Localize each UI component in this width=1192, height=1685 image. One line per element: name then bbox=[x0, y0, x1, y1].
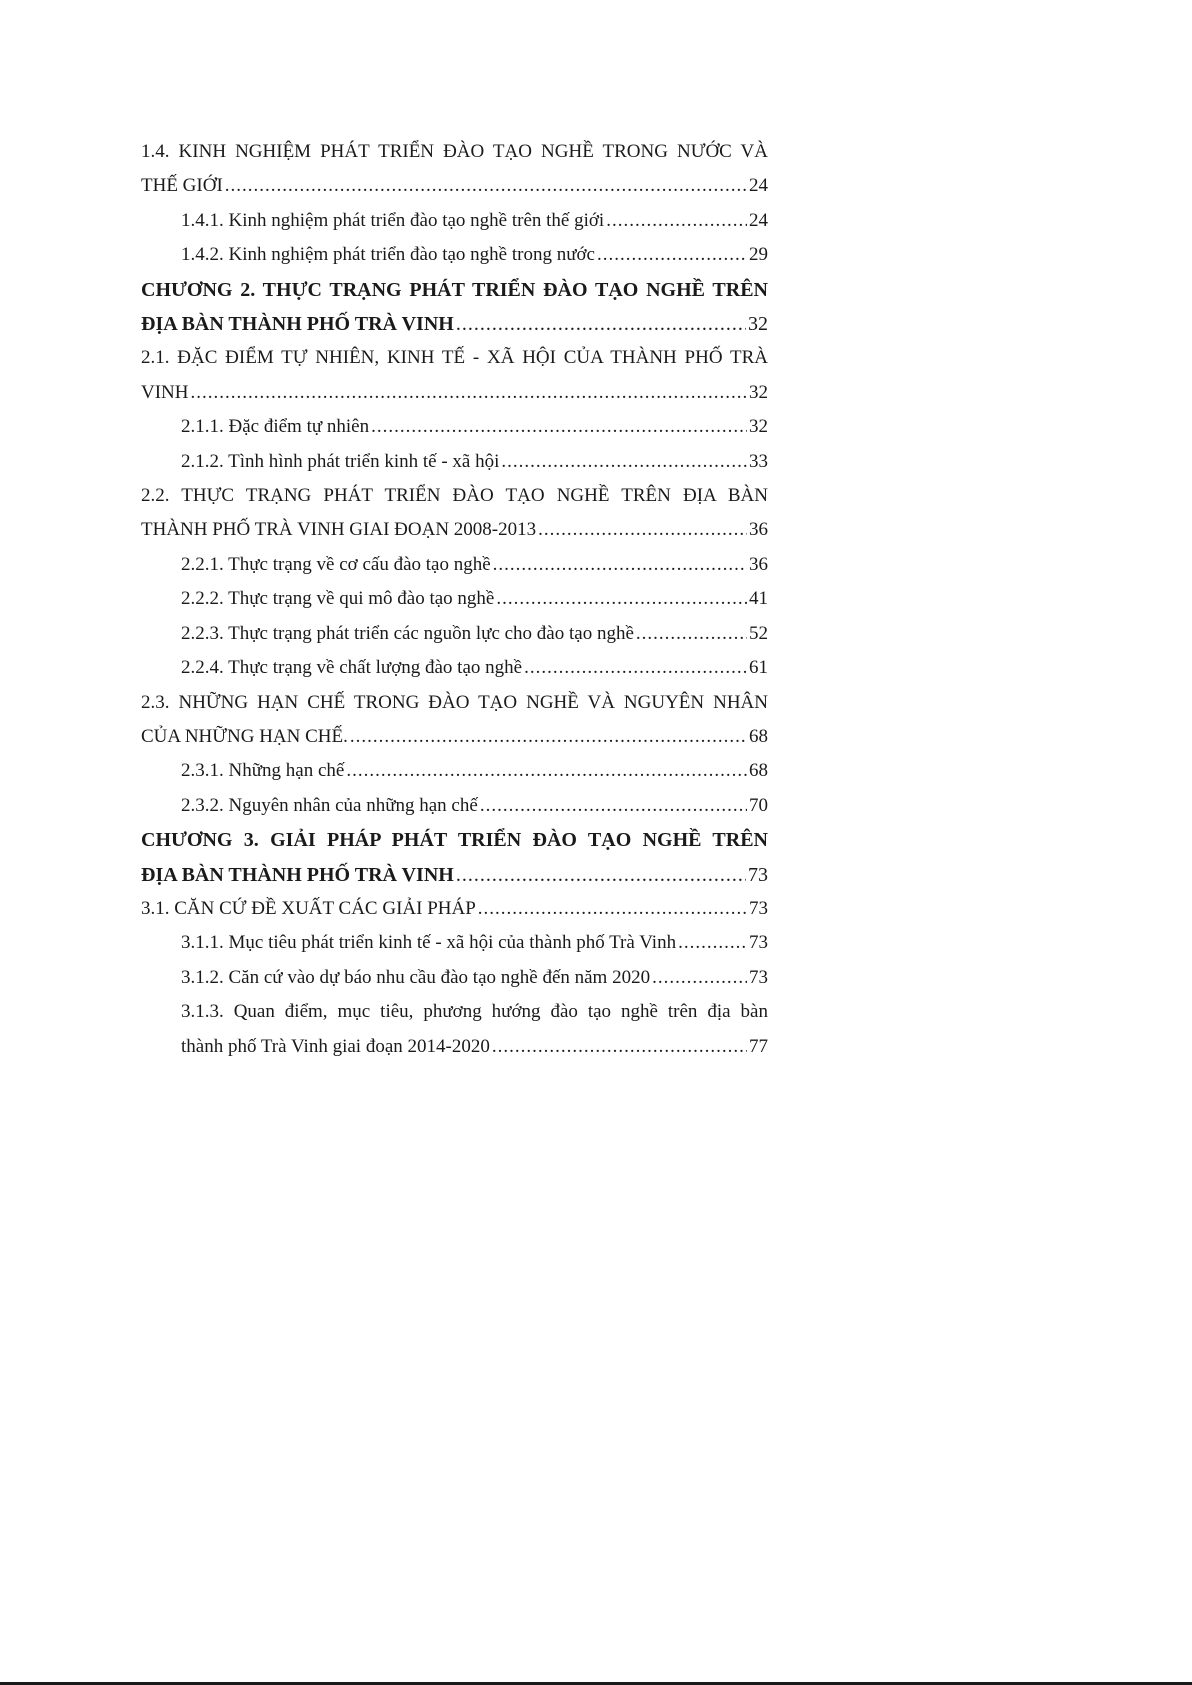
toc-entry-title: THÀNH PHỐ TRÀ VINH GIAI ĐOẠN 2008-2013 bbox=[141, 519, 537, 541]
toc-entry[interactable] bbox=[141, 479, 768, 548]
toc-page-number: 73 bbox=[749, 897, 768, 919]
toc-entry-line bbox=[181, 754, 768, 788]
dot-leader bbox=[350, 720, 747, 754]
toc-entry[interactable] bbox=[141, 789, 768, 823]
toc-page-number: 68 bbox=[749, 760, 768, 782]
toc-entry[interactable] bbox=[141, 582, 768, 616]
toc-page-number: 24 bbox=[749, 175, 768, 197]
toc-page-number: 32 bbox=[749, 416, 768, 438]
toc-entry-line bbox=[181, 1030, 768, 1064]
toc-entry[interactable] bbox=[141, 823, 768, 892]
toc-entry-line bbox=[181, 926, 768, 960]
dot-leader bbox=[678, 926, 747, 960]
toc-page-number: 68 bbox=[749, 725, 768, 747]
toc-entry[interactable] bbox=[141, 617, 768, 651]
toc-entry-title: 2.1.1. Đặc điểm tự nhiên bbox=[181, 416, 370, 438]
toc-page-number: 73 bbox=[749, 932, 768, 954]
toc-entry-title: 1.4.2. Kinh nghiệm phát triển đào tạo nghề trong nước bbox=[181, 244, 595, 266]
toc-entry[interactable] bbox=[141, 548, 768, 582]
toc-entry-title: VINH bbox=[141, 381, 189, 403]
toc-entry-title: THẾ GIỚI bbox=[141, 175, 223, 197]
toc-entry[interactable] bbox=[141, 135, 768, 204]
toc-entry-title: 3.1.1. Mục tiêu phát triển kinh tế - xã hội của thành phố Trà Vinh bbox=[181, 932, 677, 954]
toc-entry-line bbox=[141, 513, 768, 547]
dot-leader bbox=[636, 617, 747, 651]
toc-entry-title-line: CHƯƠNG 2. THỰC TRẠNG PHÁT TRIỂN ĐÀO TẠO NGHỀ TRÊN bbox=[141, 278, 768, 301]
toc-entry[interactable] bbox=[141, 204, 768, 238]
toc-entry[interactable] bbox=[141, 651, 768, 685]
toc-entry-line bbox=[181, 961, 768, 995]
dot-leader bbox=[496, 582, 747, 616]
table-of-contents bbox=[141, 135, 768, 1064]
dot-leader bbox=[225, 169, 747, 203]
dot-leader bbox=[480, 789, 747, 823]
toc-entry[interactable] bbox=[141, 445, 768, 479]
toc-page-number: 52 bbox=[749, 622, 768, 644]
dot-leader bbox=[456, 307, 746, 341]
toc-page-number: 32 bbox=[749, 381, 768, 403]
toc-entry[interactable] bbox=[141, 961, 768, 995]
toc-page-number: 24 bbox=[749, 209, 768, 231]
toc-entry-line bbox=[141, 169, 768, 203]
toc-entry-line bbox=[181, 238, 768, 272]
dot-leader bbox=[456, 858, 746, 892]
toc-page-number: 61 bbox=[749, 657, 768, 679]
toc-entry[interactable] bbox=[141, 238, 768, 272]
toc-entry-title-line: CHƯƠNG 3. GIẢI PHÁP PHÁT TRIỂN ĐÀO TẠO NGHỀ TRÊN bbox=[141, 829, 768, 852]
toc-page-number: 32 bbox=[748, 313, 768, 336]
dot-leader bbox=[652, 961, 747, 995]
toc-entry-line bbox=[181, 445, 768, 479]
toc-page-number: 41 bbox=[749, 588, 768, 610]
toc-page-number: 70 bbox=[749, 794, 768, 816]
toc-entry-title: 2.1.2. Tình hình phát triển kinh tế - xã hội bbox=[181, 450, 500, 472]
toc-entry-line bbox=[181, 204, 768, 238]
toc-entry-title: 3.1. CĂN CỨ ĐỀ XUẤT CÁC GIẢI PHÁP bbox=[141, 897, 476, 919]
toc-entry[interactable] bbox=[141, 892, 768, 926]
toc-entry-title-line: 1.4. KINH NGHIỆM PHÁT TRIỂN ĐÀO TẠO NGHỀ TRONG NƯỚC VÀ bbox=[141, 141, 768, 162]
toc-entry-line bbox=[141, 376, 768, 410]
toc-entry-line bbox=[181, 410, 768, 444]
toc-entry-line bbox=[141, 720, 768, 754]
toc-entry-line bbox=[181, 651, 768, 685]
toc-entry-title: 2.2.4. Thực trạng về chất lượng đào tạo nghề bbox=[181, 657, 523, 679]
toc-entry-title: ĐỊA BÀN THÀNH PHỐ TRÀ VINH bbox=[141, 863, 454, 886]
toc-entry[interactable] bbox=[141, 341, 768, 410]
dot-leader bbox=[606, 204, 747, 238]
dot-leader bbox=[346, 754, 747, 788]
toc-entry-title: 2.2.3. Thực trạng phát triển các nguồn lực cho đào tạo nghề bbox=[181, 622, 634, 644]
dot-leader bbox=[492, 1030, 747, 1064]
toc-entry-title: 2.3.2. Nguyên nhân của những hạn chế bbox=[181, 794, 478, 816]
toc-entry-title: CỦA NHỮNG HẠN CHẾ. bbox=[141, 725, 348, 747]
dot-leader bbox=[493, 548, 747, 582]
toc-entry-title: 3.1.2. Căn cứ vào dự báo nhu cầu đào tạo nghề đến năm 2020 bbox=[181, 966, 651, 988]
toc-entry-title: thành phố Trà Vinh giai đoạn 2014-2020 bbox=[181, 1035, 490, 1057]
toc-entry-title: 2.3.1. Những hạn chế bbox=[181, 760, 345, 782]
toc-page-number: 73 bbox=[749, 966, 768, 988]
toc-entry[interactable] bbox=[141, 754, 768, 788]
toc-entry[interactable] bbox=[141, 995, 768, 1064]
toc-entry[interactable] bbox=[141, 686, 768, 755]
toc-entry-line bbox=[141, 892, 768, 926]
toc-page-number: 77 bbox=[749, 1035, 768, 1057]
toc-page-number: 29 bbox=[749, 244, 768, 266]
toc-entry-title-line: 2.3. NHỮNG HẠN CHẾ TRONG ĐÀO TẠO NGHỀ VÀ NGUYÊN NHÂN bbox=[141, 691, 768, 713]
toc-page-number: 36 bbox=[749, 553, 768, 575]
dot-leader bbox=[524, 651, 747, 685]
dot-leader bbox=[597, 238, 747, 272]
toc-entry-line bbox=[181, 582, 768, 616]
toc-entry-title: ĐỊA BÀN THÀNH PHỐ TRÀ VINH bbox=[141, 313, 454, 336]
toc-entry-title-line: 2.1. ĐẶC ĐIỂM TỰ NHIÊN, KINH TẾ - XÃ HỘI CỦA THÀNH PHỐ TRÀ bbox=[141, 347, 768, 369]
toc-entry-title-line: 2.2. THỰC TRẠNG PHÁT TRIỂN ĐÀO TẠO NGHỀ TRÊN ĐỊA BÀN bbox=[141, 485, 768, 507]
toc-page-number: 33 bbox=[749, 450, 768, 472]
dot-leader bbox=[478, 892, 747, 926]
toc-entry-line bbox=[181, 548, 768, 582]
toc-entry[interactable] bbox=[141, 926, 768, 960]
toc-page-number: 73 bbox=[748, 863, 768, 886]
toc-entry[interactable] bbox=[141, 410, 768, 444]
toc-entry-title: 2.2.1. Thực trạng về cơ cấu đào tạo nghề bbox=[181, 553, 491, 575]
dot-leader bbox=[501, 445, 747, 479]
dot-leader bbox=[371, 410, 747, 444]
toc-entry-title: 2.2.2. Thực trạng về qui mô đào tạo nghề bbox=[181, 588, 495, 610]
toc-entry[interactable] bbox=[141, 273, 768, 342]
toc-entry-line bbox=[141, 858, 768, 892]
toc-entry-line bbox=[181, 617, 768, 651]
toc-page-number: 36 bbox=[749, 519, 768, 541]
dot-leader bbox=[538, 513, 747, 547]
toc-entry-line bbox=[141, 307, 768, 341]
toc-entry-title-line: 3.1.3. Quan điểm, mục tiêu, phương hướng đào tạo nghề trên địa bàn bbox=[181, 1001, 768, 1023]
dot-leader bbox=[191, 376, 748, 410]
toc-entry-title: 1.4.1. Kinh nghiệm phát triển đào tạo nghề trên thế giới bbox=[181, 209, 605, 231]
toc-entry-line bbox=[181, 789, 768, 823]
